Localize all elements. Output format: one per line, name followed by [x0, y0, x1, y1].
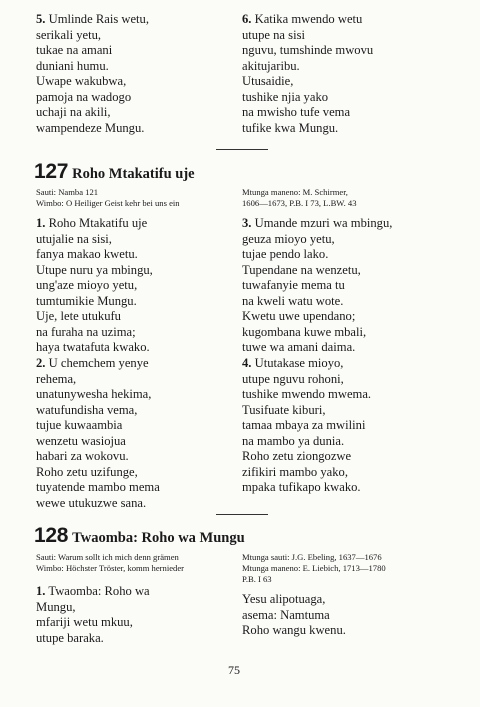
verse-text: tujue kuwaambia [36, 418, 123, 432]
verse-text: watufundisha vema, [36, 402, 138, 417]
verse-text: wewe utukuzwe sana. [36, 495, 147, 510]
verse-line [36, 294, 236, 310]
verse-text: tushike njia yako [242, 89, 329, 104]
divider [216, 149, 268, 150]
verse-text: na kweli watu wote. [242, 293, 344, 308]
verse-text: mfariji wetu mkuu, [36, 615, 133, 629]
verse-line [36, 496, 236, 512]
verse-line [242, 28, 442, 44]
verse-line [36, 28, 236, 44]
hymn-127-meta-right [242, 187, 357, 209]
verse-line [36, 216, 236, 232]
verse-line [242, 325, 442, 341]
verse-text: utupe na sisi [242, 27, 305, 42]
verse-text: Uwape wakubwa, [36, 74, 127, 88]
verse-line [36, 372, 236, 388]
verse-line [36, 12, 236, 28]
verse-line [242, 449, 442, 465]
verse-line [242, 90, 442, 106]
stanza-number: 2. [36, 356, 46, 370]
verse-text: tuyatende mambo mema [36, 480, 160, 494]
verse-text: nguvu, tumshinde mwovu [242, 43, 374, 57]
verse-text: Utupe nuru ya mbingu, [36, 262, 153, 277]
verse-text: Ututakase mioyo, [254, 356, 344, 370]
stanza-number: 4. [242, 356, 252, 370]
verse-text: asema: Namtuma [242, 607, 330, 622]
stanza-number: 5. [36, 12, 46, 26]
verse-line [36, 403, 236, 419]
verse-line [242, 59, 442, 75]
verse-line [242, 121, 442, 137]
verse-text: ung'aze mioyo yetu, [36, 278, 138, 292]
verse-line [242, 216, 442, 232]
verse-text: Roho zetu uzifunge, [36, 464, 138, 479]
verse-text: Roho zetu ziongozwe [242, 449, 352, 463]
verse-line [36, 90, 236, 106]
verse-text: serikali yetu, [36, 27, 102, 42]
verse-text: fanya makao kwetu. [36, 247, 138, 261]
verse-line [36, 387, 236, 403]
verse-text: tufike kwa Mungu. [242, 120, 339, 135]
verse-line [36, 105, 236, 121]
verse-text: Twaomba: Roho wa [48, 584, 150, 598]
verse-line [36, 232, 236, 248]
verse-line [242, 263, 442, 279]
page-number: 75 [228, 663, 240, 677]
verse-line [36, 43, 236, 59]
stanza-5 [36, 12, 236, 136]
verse-text: haya twatafuta kwako. [36, 340, 150, 354]
verse-line [36, 434, 236, 450]
verse-text: uchaji na akili, [36, 105, 111, 119]
verse-text: akitujaribu. [242, 58, 300, 73]
verse-text: Roho wangu kwenu. [242, 623, 346, 637]
hymn-127-stanza-4 [242, 356, 442, 496]
meta-line: 1606—1673, P.B. I 73, L.BW. 43 [242, 198, 357, 208]
verse-text: habari za wokovu. [36, 449, 129, 463]
stanza-number: 3. [242, 216, 252, 230]
verse-text: Utusaidie, [242, 74, 294, 88]
verse-text: tamaa mbaya za mwilini [242, 418, 366, 432]
meta-line: Wimbo: Höchster Tröster, komm hernieder [36, 563, 185, 573]
verse-line [36, 584, 236, 600]
verse-line [36, 121, 236, 137]
hymn-128-stanza-1 [36, 584, 236, 646]
verse-line [36, 615, 236, 631]
hymn-128-meta-left [36, 552, 184, 574]
verse-line [242, 372, 442, 388]
verse-line [36, 449, 236, 465]
meta-line: Mtunga maneno: E. Liebich, 1713—1780 [242, 563, 386, 573]
stanza-number: 1. [36, 584, 46, 598]
verse-line [36, 59, 236, 75]
verse-text: Roho Mtakatifu uje [48, 216, 148, 230]
verse-text: pamoja na wadogo [36, 89, 132, 104]
verse-text: tushike mwendo mwema. [242, 387, 372, 401]
verse-text: tuwe wa amani daima. [242, 340, 356, 354]
verse-text: na mwisho tufe vema [242, 105, 351, 119]
verse-line [242, 43, 442, 59]
verse-text: zifikiri mambo yako, [242, 464, 348, 479]
verse-text: mpaka tufikapo kwako. [242, 480, 361, 494]
verse-text: geuza mioyo yetu, [242, 231, 335, 246]
verse-text: Tupendane na wenzetu, [242, 262, 361, 277]
hymn-127-stanza-3 [242, 216, 442, 356]
verse-line [242, 12, 442, 28]
verse-text: wampendeze Mungu. [36, 120, 145, 135]
verse-line [242, 74, 442, 90]
verse-line [36, 600, 236, 616]
verse-text: tumtumikie Mungu. [36, 293, 137, 308]
verse-line [242, 387, 442, 403]
verse-line [242, 434, 442, 450]
meta-line: Sauti: Warum sollt ich mich denn grämen [36, 552, 179, 562]
verse-text: tuwafanyie mema tu [242, 278, 345, 292]
verse-text: U chemchem yenye [48, 356, 149, 370]
verse-text: unatunywesha hekima, [36, 387, 152, 401]
hymn-127-stanza-1 [36, 216, 236, 356]
hymn-127-meta-left [36, 187, 180, 209]
verse-line [36, 418, 236, 434]
verse-text: Yesu alipotuaga, [242, 592, 326, 606]
verse-line [36, 309, 236, 325]
verse-line [242, 403, 442, 419]
hymn-127-title [34, 160, 195, 184]
verse-text: tujae pendo lako. [242, 247, 329, 261]
stanza-6 [242, 12, 442, 136]
verse-line [242, 340, 442, 356]
verse-text: rehema, [36, 371, 77, 386]
hymn-number: 128 [34, 524, 69, 547]
stanza-number: 1. [36, 216, 46, 230]
verse-line [242, 418, 442, 434]
hymn-127-stanza-2 [36, 356, 236, 511]
verse-text: utupe baraka. [36, 630, 104, 645]
hymn-128-meta-right [242, 552, 386, 585]
hymn-name: Twaomba: Roho wa Mungu [72, 530, 245, 546]
verse-line [36, 631, 236, 647]
meta-line: Wimbo: O Heiliger Geist kehr bei uns ein [36, 198, 180, 208]
verse-text: wenzetu wasiojua [36, 433, 126, 448]
verse-text: Mungu, [36, 599, 76, 614]
verse-line [36, 340, 236, 356]
hymn-128-stanza-right [242, 592, 442, 639]
verse-text: Uje, lete utukufu [36, 309, 121, 323]
verse-line [242, 465, 442, 481]
meta-line: Mtunga maneno: M. Schirmer, [242, 187, 348, 197]
verse-line [242, 105, 442, 121]
verse-text: Kwetu uwe upendano; [242, 309, 356, 323]
verse-line [242, 608, 442, 624]
verse-line [242, 623, 442, 639]
verse-line [242, 356, 442, 372]
meta-line: Mtunga sauti: J.G. Ebeling, 1637—1676 [242, 552, 382, 562]
verse-text: na mambo ya dunia. [242, 433, 345, 448]
verse-text: na furaha na uzima; [36, 324, 136, 339]
verse-line [242, 592, 442, 608]
stanza-number: 6. [242, 12, 252, 26]
verse-line [36, 480, 236, 496]
verse-text: duniani humu. [36, 58, 109, 73]
verse-line [242, 294, 442, 310]
verse-text: Katika mwendo wetu [254, 12, 363, 26]
hymn-128-title [34, 524, 245, 548]
verse-line [242, 232, 442, 248]
verse-line [36, 74, 236, 90]
verse-line [242, 309, 442, 325]
verse-text: utujalie na sisi, [36, 231, 112, 246]
hymn-name: Roho Mtakatifu uje [72, 166, 195, 182]
verse-text: utupe nguvu rohoni, [242, 371, 344, 386]
meta-line: P.B. I 63 [242, 574, 272, 584]
verse-line [242, 480, 442, 496]
verse-line [36, 278, 236, 294]
hymn-number: 127 [34, 160, 69, 183]
verse-text: tukae na amani [36, 43, 113, 57]
verse-line [36, 325, 236, 341]
verse-text: kugombana kuwe mbali, [242, 324, 367, 339]
verse-line [242, 278, 442, 294]
verse-text: Umlinde Rais wetu, [48, 12, 149, 26]
divider [216, 514, 268, 515]
verse-line [36, 263, 236, 279]
verse-line [36, 356, 236, 372]
verse-line [36, 465, 236, 481]
verse-text: Umande mzuri wa mbingu, [254, 216, 393, 230]
verse-line [36, 247, 236, 263]
verse-text: Tusifuate kiburi, [242, 402, 326, 417]
verse-line [242, 247, 442, 263]
meta-line: Sauti: Namba 121 [36, 187, 99, 197]
